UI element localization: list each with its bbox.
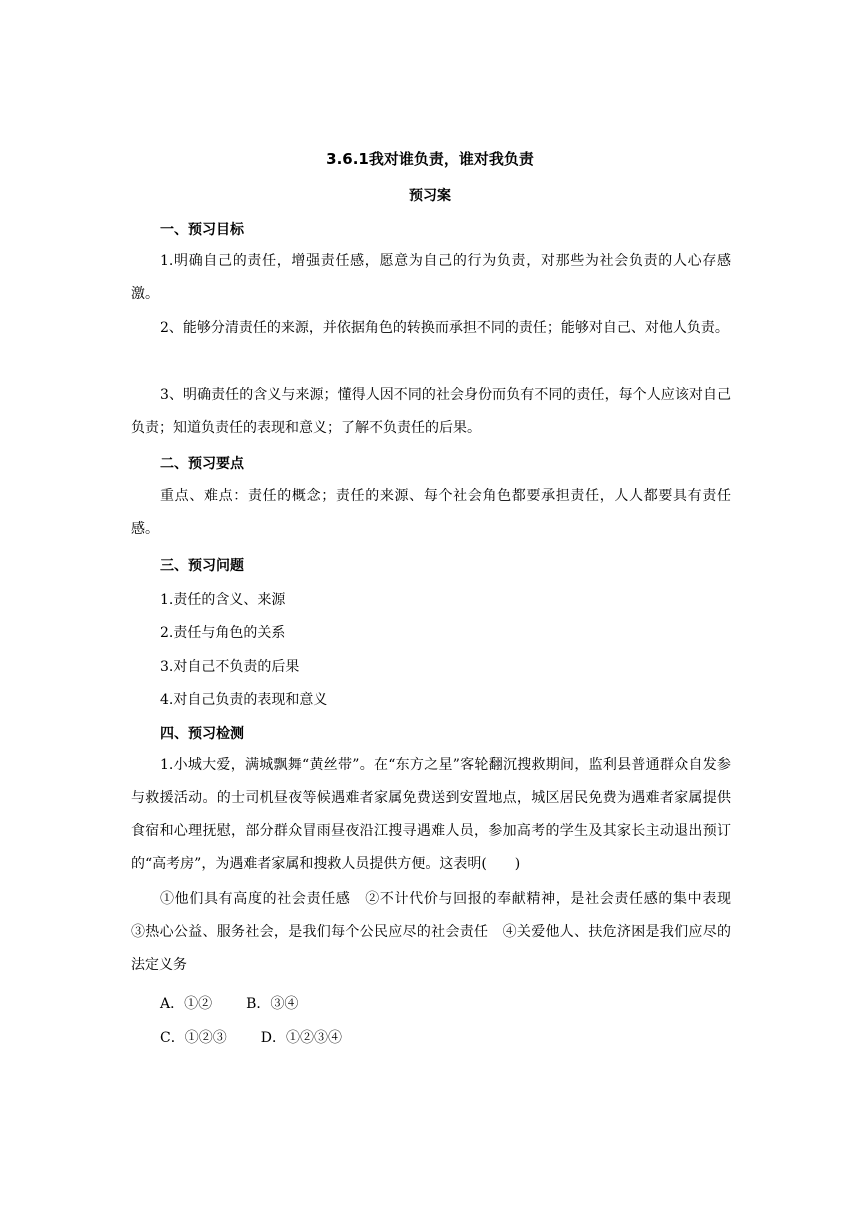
question-item-4: 4.对自己负责的表现和意义 [160, 692, 328, 708]
question-item-1: 1.责任的含义、来源 [160, 592, 286, 608]
goal-item-1: 1.明确自己的责任，增强责任感，愿意为自己的行为负责，对那些为社会负责的人心存感激。 [131, 253, 731, 302]
option-a: A．①② [160, 996, 213, 1012]
option-b: B．③④ [246, 996, 299, 1012]
document-title: 3.6.1我对谁负责，谁对我负责 [326, 150, 534, 168]
key-points-text: 重点、难点：责任的概念；责任的来源、每个社会角色都要承担责任，人人都要具有责任感。 [131, 488, 731, 537]
section-heading-test: 四、预习检测 [160, 726, 244, 742]
section-heading-questions: 三、预习问题 [160, 558, 244, 574]
goal-item-3: 3、明确责任的含义与来源；懂得人因不同的社会身份而负有不同的责任，每个人应该对自己负责；知道负责任的表现和意义；了解不负责任的后果。 [131, 387, 731, 436]
option-c: C．①②③ [160, 1030, 227, 1046]
test-question-1: 1.小城大爱，满城飘舞“黄丝带”。在“东方之星”客轮翻沉搜救期间，监利县普通群众自发参与救援活动。的士司机昼夜等候遇难者家属免费送到安置地点，城区居民免费为遇难者家属提供食宿和心理抚慰，部分群众冒雨昼夜沿江搜寻遇难人员，参加高考的学生及其家长主动退出预订的“高考房”，为遇难者家属和搜救人员提供方便。这表明( ) [131, 757, 731, 872]
question-item-2: 2.责任与角色的关系 [160, 625, 286, 641]
section-heading-goals: 一、预习目标 [160, 222, 244, 238]
options-row-1 [160, 993, 298, 1013]
section-heading-key-points: 二、预习要点 [160, 456, 244, 472]
goal-item-2: 2、能够分清责任的来源，并依据角色的转换而承担不同的责任；能够对自己、对他人负责。 [160, 320, 729, 336]
test-statements: ①他们具有高度的社会责任感 ②不计代价与回报的奉献精神，是社会责任感的集中表现 ③热心公益、服务社会，是我们每个公民应尽的社会责任 ④关爱他人、扶危济困是我们应尽的法定义务 [131, 891, 745, 973]
document-subtitle: 预习案 [409, 188, 451, 204]
question-item-3: 3.对自己不负责的后果 [160, 659, 300, 675]
options-row-2 [160, 1027, 342, 1047]
option-d: D．①②③④ [260, 1030, 342, 1046]
